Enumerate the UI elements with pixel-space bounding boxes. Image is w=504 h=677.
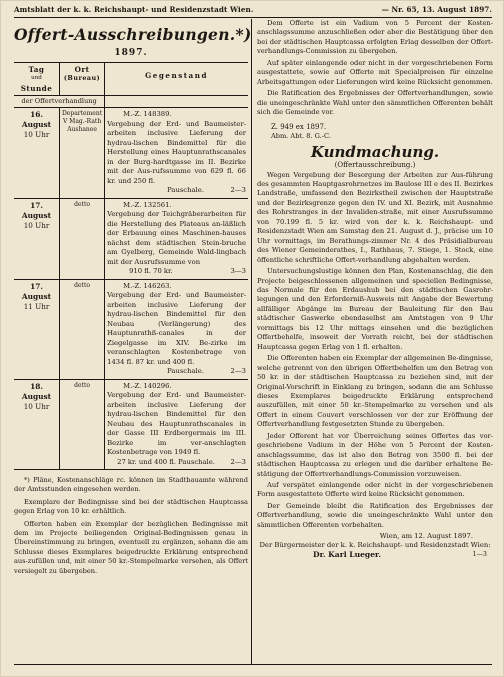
- header-offer-negotiation: der Offertverhandlung: [14, 95, 105, 108]
- row-date-cell: [14, 379, 60, 470]
- footnote-paragraph: *) Pläne, Kostenanschläge rc. können im Stadtbauamte während der Amtsstunden eingesehen werden.: [14, 476, 248, 494]
- row-date: 17. August: [21, 200, 52, 220]
- right-column: [257, 19, 493, 559]
- row-tail-text: Pauschale.: [167, 367, 204, 375]
- row-place: detto: [60, 279, 105, 379]
- row-date: 16. August: [21, 110, 52, 129]
- offer-year: 1897.: [114, 48, 148, 58]
- top-rule: [14, 17, 492, 18]
- row-ref: M.-Z. 148389.: [123, 110, 172, 118]
- left-column: [14, 19, 252, 579]
- table-row: [14, 108, 248, 199]
- row-ref: M.-Z. 140296.: [123, 381, 172, 390]
- row-ref: M.-Z. 132561.: [123, 200, 172, 209]
- row-subject: [105, 108, 248, 199]
- row-text: Vergebung der Erd- und Baumeister-arbeiten inclusive Lieferung der hydrau-lischen Bindemittel für den Neubau des Hauptunrathscanales in der Gasse III Erdbergermais im III. Bezirke im ver-anschlagten Kostenbetrage von 1949 fl.: [107, 391, 246, 456]
- announcement-heading: Kundmachung.: [310, 142, 440, 161]
- header-day-time: [14, 63, 60, 96]
- intro-paragraph: Die Ratification des Ergebnisses der Offertverhandlungen, sowie die uneingeschränkte Wahl unter den sämmtlichen Offerenten behält sich die Gemeinde vor.: [257, 89, 493, 117]
- body-paragraph: Die Offerenten haben ein Exemplar der allgemeinen Be-dingnisse, welche getrennt von den übrigen Offertbehelfen um den Betrag von 50 kr. in der städtischen Hauptcassa zu beziehen sind, mit der Original-Vorschrift in Einklang zu bringen, sodann die am Schlusse dieses Exemplares beigedruckte Erklärung entsprechend auszufüllen, mit einer 50 kr.-Stempelmarke zu versehen und als Offert in einem Couvert verschlossen vor der zur Eröffnung der Offertverhandlung festgesetzten Stunde zu übergeben.: [257, 354, 493, 429]
- offer-heading: Offert-Ausschreibungen.*): [14, 25, 252, 44]
- row-ref: M.-Z. 146263.: [123, 281, 172, 290]
- row-tail-num: 3—3: [230, 267, 246, 275]
- body-paragraph: Jeder Offerent hat vor Überreichung seines Offertes das vor-geschriebene Vadium in der Höhe von 5 Percent der Kosten-anschlagssumme, das ist also den Betrag von 3500 fl. bei der städtischen Hauptcassa zu erlegen und die darüber erhaltene Be-stätigung der Offertverhandlungs-Commission vorzuweisen.: [257, 431, 493, 478]
- row-tail: [107, 186, 246, 196]
- intro-paragraph: Auf später einlangende oder nicht in der vorgeschriebenen Form ausgestattete, sowie auf Offerte mit Specialpreisen für einzelne Arbeitsgattungen oder Lieferungen wird keine Rücksicht genommen.: [257, 58, 493, 86]
- row-date: 17. August: [21, 281, 52, 301]
- table-subheader: [14, 95, 248, 108]
- announcement-date: Wien, am 12. August 1897.: [379, 532, 473, 541]
- row-place: detto: [60, 379, 105, 470]
- table-row: [14, 279, 248, 379]
- signature-name: Dr. Karl Lueger.: [313, 550, 382, 560]
- header-bureau: (Bureau): [63, 74, 101, 82]
- row-date-cell: [14, 198, 60, 279]
- reference-line: [257, 123, 493, 131]
- table-row: [14, 198, 248, 279]
- body-paragraph: Auf verspätet einlangende oder nicht in der vorgeschriebenen Form ausgestattete Offerte wird keine Rücksicht genommen.: [257, 481, 493, 499]
- row-tail: [107, 267, 246, 277]
- masthead-title: Amtsblatt der k. k. Reichshaupt- und Residenzstadt Wien.: [14, 5, 254, 14]
- row-tail-text: 910 fl. 70 kr.: [129, 267, 173, 275]
- offer-table: [14, 62, 248, 470]
- row-tail-num: 2—3: [230, 186, 246, 194]
- row-time: 10 Uhr: [23, 401, 50, 411]
- table-row: [14, 379, 248, 470]
- footnote: [14, 476, 248, 576]
- row-subject: [105, 379, 248, 470]
- header-place: [60, 63, 105, 96]
- row-subject: [105, 198, 248, 279]
- body-paragraph: Untersuchungslustige können den Plan, Kostenanschlag, die den Projecte beigeschlossenen allgemeinen und speciellen Bedingnisse, das Normale für den Erdaushub bei den städtischen Gasrohr-legungen und den Erforderniß-Ausweis mit Angabe der Bewertung allfälliger Abgänge im Bureau der Bauleitung für den Bau städtischer Gaswerke ebendaselbst am Amtstagen von 9 Uhr vormittags bis 12 Uhr mittags einsehen und die bezüglichen Offertbehelfe, insoweit der Vorrath reicht, bei der städtischen Hauptcassa gegen Erlag von 1 fl. erhalten.: [257, 267, 493, 351]
- footnote-paragraph: Offerten haben ein Exemplar der bezüglichen Bedingnisse mit dem im Projecte beiliegenden Original-Bedingnissen genau in Übereinstimmung zu bringen, eventuell zu ergänzen, sohann die am Schlusse dieses Exemplares beigedruckte Erklärung entsprechend aus-zufüllen und, mit einer 50 kr.-Stempelmarke versehen, als Offert versiegelt zu übergeben.: [14, 519, 248, 575]
- header-stunde: Stunde: [20, 83, 53, 93]
- footnote-paragraph: Exemplare der Bedingnisse sind bei der städtischen Hauptcassa gegen Erlag von 10 kr. erhältlich.: [14, 497, 248, 516]
- intro-paragraph: Dem Offerte ist ein Vadium von 5 Percent der Kosten-anschlagssumme anzuschließen oder aber die Bestätigung über den bei der städtischen Hauptcassa erfolgten Erlag desselben der Offert-verhandlungs-Commission zu übergeben.: [257, 19, 493, 56]
- row-date: 18. August: [21, 381, 52, 401]
- reference-number: Z. 949 ex 1897.: [271, 122, 327, 131]
- row-place: Departement V Mag.-Rath Aushanee: [60, 108, 105, 199]
- header-gegenstand: Gegenstand: [145, 71, 208, 80]
- header-und: und: [31, 75, 42, 81]
- signature-number: 1—3: [472, 550, 487, 559]
- row-tail-num: 2—3: [230, 367, 246, 375]
- row-subject: [105, 279, 248, 379]
- row-place: detto: [60, 198, 105, 279]
- signature-title: Der Bürgermeister der k. k. Reichshaupt- und Residenzstadt Wien:: [259, 541, 491, 550]
- row-time: 10 Uhr: [23, 220, 50, 230]
- column-divider: [251, 19, 252, 664]
- body-paragraph: Wegen Vergebung der Besorgung der Arbeiten zur Aus-führung des gesammten Hauptgasrohrnetzes im Baulose III e des II. Bezirkes Landstraße, umfassend den Bezirkstheil zwischen der Hauptstraße und der Bezirksgrenze gegen den IV. und XI. Bezirk, mit Ausnahme des Rohrstranges in der Invaliden-straße, mit einer Ausrufssumme von 70.199 fl. 5 kr. wird von der k. k. Reichshaupt- und Residenzstadt Wien am Samstag den 21. August d. J., präcise um 10 Uhr vormittags, im Berathungs-zimmer Nr. 4 des Präsidialbureau des Wiener Gemeinderathes, I., Rathhaus, 7. Stiege, 1. Stock, eine öffentliche schriftliche Offert-verhandlung abgehalten werden.: [257, 170, 493, 264]
- row-tail: [107, 458, 246, 468]
- row-text: Vergebung der Teichgräberarbeiten für die Herstellung des Plateaus an-läßlich der Erbauung eines Maschinen-hauses nächst dem städtischen Stein-bruche am Gyelberg, Gemeinde Wald-lingbach mit der Ausrufssumme von: [107, 210, 246, 266]
- row-time: 11 Uhr: [23, 301, 50, 311]
- table-header: [14, 63, 248, 96]
- signature-block: [257, 550, 493, 559]
- header-subject: [105, 63, 248, 96]
- masthead: [14, 4, 492, 16]
- row-text: Vergebung der Erd- und Baumeister-arbeiten inclusive Lieferung der hydrau-lischen Bindemittel für die Herstellung eines Hauptunrathscanales in der Burg-hardtgasse im II. Bezirke mit der Aus-rufssumme von 629 fl. 66 kr. und 250 fl.: [107, 119, 246, 185]
- intro-text: [257, 19, 493, 118]
- header-ort: Ort: [74, 65, 90, 74]
- row-tail: [107, 367, 246, 377]
- row-text: Vergebung der Erd- und Baumeister-arbeiten inclusive Lieferung der hydrau-lischen Bindemittel für den Neubau (Verlängerung) des Hauptunrathß-canales in der Ziegelgasse im XIV. Be-zirke im veranschlagten Kostenbetrage von 1434 fl. 87 kr. und 400 fl.: [107, 291, 246, 366]
- row-time: 10 Uhr: [23, 130, 50, 139]
- row-tail-text: Pauschale.: [167, 186, 204, 194]
- bottom-rule: [14, 664, 492, 665]
- reference-department: Abm. Abt. 8. G.-C.: [271, 131, 331, 140]
- announcement-subheading: (Offertausschreibung.): [334, 160, 416, 169]
- body-paragraph: Der Gemeinde bleibt die Ratification des Ergebnisses der Offertverhandlung, sowie die uneingeschränkte Wahl unter den sämmtlichen Offerenten vorbehalten.: [257, 501, 493, 529]
- masthead-issue: — Nr. 65, 13. August 1897.: [381, 5, 492, 14]
- row-tail-num: 2—3: [230, 457, 246, 466]
- row-date-cell: [14, 108, 60, 199]
- announcement-body: [257, 171, 493, 531]
- header-empty: [105, 95, 248, 108]
- row-tail-text: 27 kr. und 400 fl. Pauschale.: [117, 457, 215, 466]
- header-tag: Tag: [28, 65, 45, 74]
- row-date-cell: [14, 279, 60, 379]
